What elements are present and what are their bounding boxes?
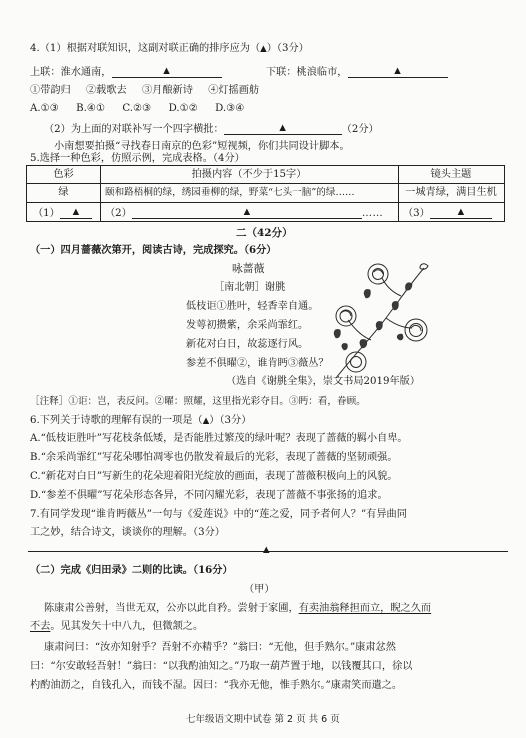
ellipsis: …… [361, 207, 384, 219]
passage-line [44, 604, 431, 614]
choice-d[interactable]: D.①② [168, 103, 198, 114]
answer-mark: ▲ [279, 123, 286, 133]
table-cell: 颐和路梧桐的绿，绣园垂柳的绿，野菜“七头一脑”的绿…… [105, 187, 355, 198]
upper-couplet-blank[interactable] [112, 66, 222, 78]
q4-options-row1 [30, 86, 259, 96]
poem-line: 发萼初攒紫，余采尚霏红。 [186, 320, 309, 331]
option: ①带韵归 [30, 85, 71, 96]
answer-mark: ▲ [263, 545, 270, 555]
q6-option-d[interactable]: D.“参差不俱曜”写花朵形态各异，不同闪耀光彩，表现了蔷薇不事张扬的追求。 [30, 490, 388, 501]
choice-c[interactable]: C.②③ [122, 103, 152, 114]
table-cell-blank1[interactable] [33, 207, 92, 219]
q4-options-row2 [30, 104, 244, 114]
page-footer: 七年级语文期中试卷 第 2 页 共 6 页 [186, 714, 340, 725]
part2-title: （二）完成《归田录》二则的比读。（16分） [30, 564, 233, 576]
table-cell-blank2[interactable] [105, 207, 383, 219]
q6-prompt [30, 416, 251, 427]
answer-mark: ▲ [72, 207, 80, 217]
poem-title: 咏蔷薇 [232, 262, 265, 275]
part1-title: （一）四月蔷薇次第开，阅读古诗，完成探究。（6分） [30, 244, 277, 256]
q4-part2-score: （2分） [341, 123, 379, 135]
table-header-content: 拍摄内容（不少于15字） [191, 169, 307, 180]
heng-pi-blank[interactable] [224, 123, 342, 135]
choice-d2[interactable]: D.③④ [215, 103, 245, 114]
poem-notes: ［注释］①讵：岂，表反问。②曜：照耀，这里指光彩夺目。③眄：看，眷顾。 [30, 396, 366, 407]
q6-score: ）（3分） [209, 415, 252, 426]
upper-couplet-label: 上联：淮水通南， [30, 66, 112, 78]
option: ②载歌去 [86, 85, 127, 96]
underlined-sentence: 不去 [30, 621, 51, 632]
answer-mark: ▲ [202, 416, 210, 426]
passage-line: 康肃问曰：“汝亦知射乎？吾射不亦精乎？”翁曰：“无他，但手熟尔。”康肃忿然 [44, 642, 396, 653]
lower-couplet [266, 66, 448, 78]
answer-mark: ▲ [243, 207, 251, 217]
lower-couplet-label: 下联：桃浪临市， [266, 66, 348, 78]
passage-label: （甲） [244, 584, 275, 595]
answer-mark: ▲ [260, 44, 267, 54]
video-intro: 小南想要拍摄“寻找春日南京的色彩”短视频，你们共同设计脚本。 [54, 141, 350, 152]
passage-line: 杓酌油沥之，自钱孔入，而钱不湿。因曰：“我亦无他，惟手熟尔。”康肃笑而遣之。 [30, 680, 403, 691]
answer-mark: ▲ [394, 66, 401, 76]
q4-line1 [30, 44, 309, 55]
blank-line[interactable] [132, 207, 362, 219]
passage-line [30, 622, 203, 632]
table-divider [27, 202, 504, 203]
lower-couplet-blank[interactable] [348, 66, 448, 78]
couplet-row [30, 66, 222, 78]
poem-source: （选自《谢朓全集》，崇文书局2019年版） [226, 376, 421, 387]
q7-line1: 7.有同学发现“谁肯眄薇丛”一句与《爱莲说》中的“莲之爱，同予者何人？”有异曲同 [30, 509, 407, 520]
poem-author: ［南北朝］谢朓 [214, 282, 286, 293]
answer-mark: ▲ [457, 207, 465, 217]
q6-option-c[interactable]: C.“新花对白日”写新生的花朵迎着阳光绽放的画面，表现了蔷薇积极向上的风貌。 [30, 471, 398, 482]
poem-line: 低枝讵①胜叶，轻香幸自通。 [186, 301, 319, 312]
blank-label: （1） [33, 207, 60, 219]
blank-label: （3） [403, 207, 430, 219]
option: ④灯摇画舫 [208, 85, 260, 96]
poem-line: 新花对白日，故蕊逐行风。 [186, 339, 309, 350]
poem-line: 参差不俱曜②，谁肯眄③薇丛？ [186, 358, 329, 369]
table-header-theme: 镜头主题 [430, 169, 472, 180]
q4-part2 [44, 123, 379, 135]
q4-part2-text: （2）为上面的对联补写一个四字横批： [44, 123, 224, 135]
color-table [26, 165, 505, 222]
table-cell-blank3[interactable] [403, 207, 492, 219]
rose-illustration [316, 258, 436, 386]
blank-line[interactable] [60, 207, 92, 219]
table-cell: 绿 [58, 187, 69, 198]
passage-line: 曰：“尔安敢轻吾射！”翁曰：“以我酌油知之。”乃取一葫芦置于地，以钱覆其口，徐以 [30, 661, 413, 672]
q6-option-a[interactable]: A.“低枝讵胜叶”写花枝条低矮，是否能胜过繁茂的绿叶呢？表现了蔷薇的羁小自卑。 [30, 433, 408, 444]
option: ③月酿新诗 [142, 85, 193, 96]
choice-a[interactable]: A.①③ [30, 103, 59, 114]
table-header-color: 色彩 [53, 169, 74, 180]
q4-score: ）（3分） [266, 43, 309, 54]
table-cell: 一城青绿，满目生机 [405, 187, 497, 198]
q6-option-b[interactable]: B.“余采尚霏红”写花朵哪怕凋零也仍散发着最后的光彩，表现了蔷薇的坚韧顽强。 [30, 452, 398, 463]
q4-text: 4.（1）根据对联知识，这副对联正确的排序应为（ [30, 43, 261, 54]
passage-text: 陈康肃公善射，当世无双，公亦以此自矜。尝射于家圃， [44, 603, 299, 614]
q7-line2: 工之妙，结合诗文，谈谈你的理解。（3分） [30, 527, 225, 538]
blank-line[interactable] [430, 207, 492, 219]
answer-mark: ▲ [163, 66, 170, 76]
passage-text: 。见其发矢十中八九，但微颔之。 [50, 621, 204, 632]
table-divider [27, 183, 504, 184]
blank-label: （2） [105, 207, 132, 219]
underlined-sentence: 有卖油翁释担而立，睨之久而 [298, 603, 432, 614]
q5-prompt: 5.选择一种色彩，仿照示例，完成表格。（4分） [30, 153, 245, 164]
q6-text: 6.下列关于诗歌的理解有误的一项是（ [30, 415, 203, 426]
choice-b[interactable]: B.④① [76, 103, 106, 114]
section-heading: 二（42分） [236, 227, 293, 239]
